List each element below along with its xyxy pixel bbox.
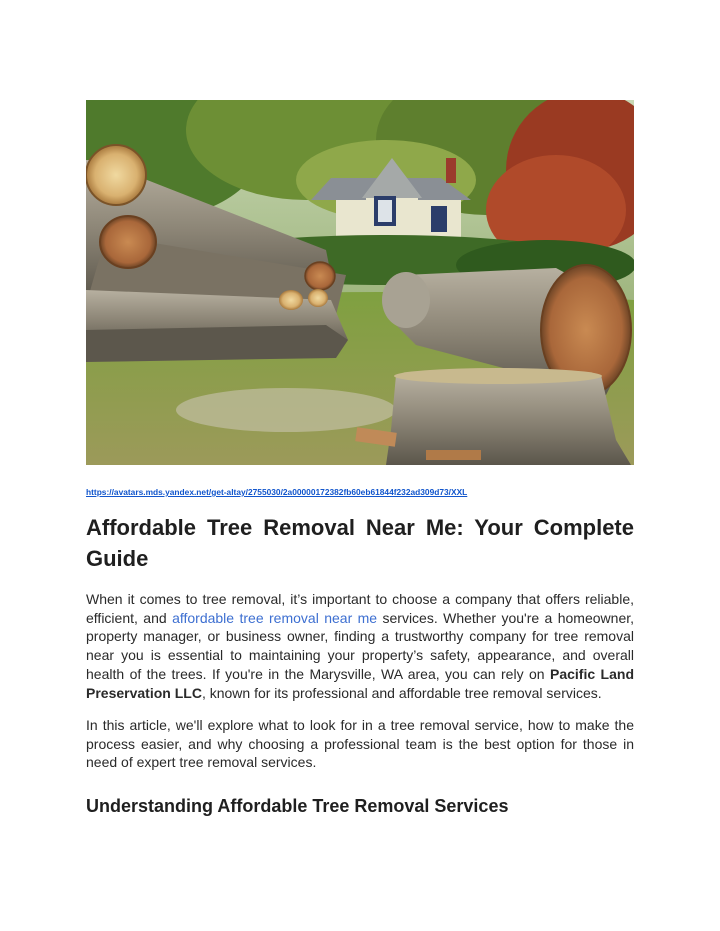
intro-text-2: services. Whether you're a homeowner, property manager, or business owner, finding a trustworthy company for tree removal near you is essential to maintaining your property’s safety, appearance, and overall health of the trees. If you're in the Marysville, WA area, you can rely on (86, 609, 635, 682)
page-title: Affordable Tree Removal Near Me: Your Complete Guide (86, 515, 634, 571)
company-name: Pacific Land Preservation LLC (86, 665, 634, 701)
intro-text-3: , known for its professional and affordable tree removal services. (201, 684, 602, 701)
affordable-tree-removal-link[interactable]: affordable tree removal near me (172, 609, 378, 626)
section-heading: Understanding Affordable Tree Removal Services (86, 796, 509, 816)
intro-paragraph (86, 590, 634, 702)
article-overview-paragraph: In this article, we'll explore what to look for in a tree removal service, how to make the process easier, and why choosing a professional team is the best option for those in need of expert tree removal services. (86, 717, 634, 771)
intro-text-1: When it comes to tree removal, it’s important to choose a company that offers reliable, efficient, and (86, 591, 634, 626)
hero-image (86, 100, 634, 465)
image-source-link[interactable]: https://avatars.mds.yandex.net/get-altay/2755030/2a00000172382fb60eb61844f232ad309d73/XXL (86, 487, 468, 497)
